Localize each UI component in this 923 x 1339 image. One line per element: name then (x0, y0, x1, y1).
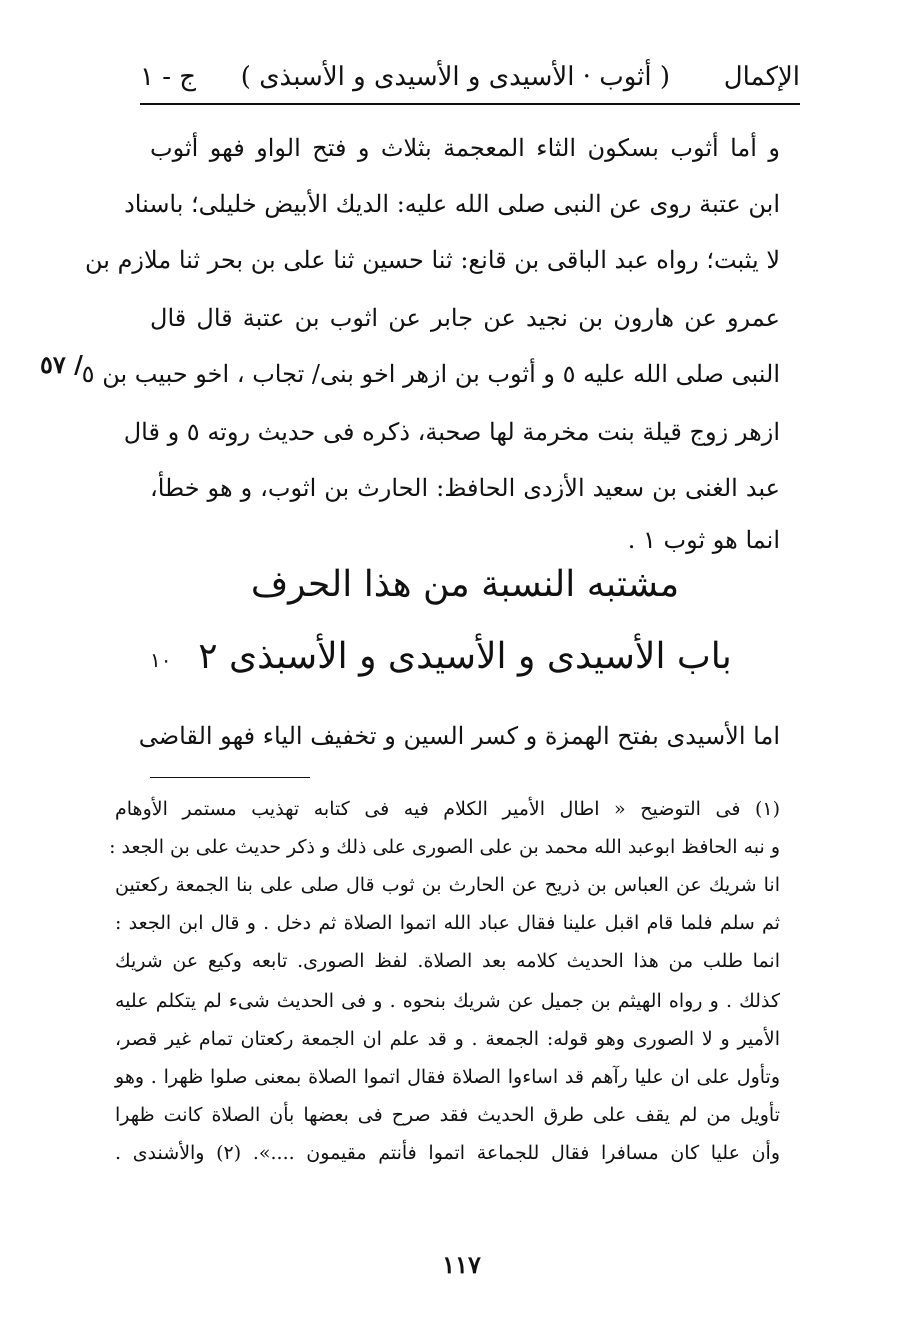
footnote-line: كذلك . و رواه الهيثم بن جميل عن شريك بنحوه . و فى الحديث شىء لم يتكلم عليه (115, 990, 780, 1012)
body-line: لا يثبت؛ رواه عبد الباقى بن قانع: ثنا حسين ثنا على بن بحر ثنا ملازم بن (84, 246, 780, 274)
body-line: النبى صلى الله عليه ٥ و أثوب بن ازهر اخو بنى/ تجاب ، اخو حبيب بن ٥ (81, 360, 780, 388)
body-line: ابن عتبة روى عن النبى صلى الله عليه: الديك الأبيض خليلى؛ باسناد (124, 190, 780, 218)
footnote-line: ثم سلم فلما قام اقبل علينا فقال عباد الله اتموا الصلاة ثم دخل . و قال ابن الجعد : (115, 912, 780, 934)
footnote-line: وأن عليا كان مسافرا فقال للجماعة اتموا فأنتم مقيمون ....». (٢) والأشندى . (115, 1142, 780, 1164)
header-volume: ج - ١ (140, 62, 197, 92)
margin-line-number: ١٠ (150, 648, 172, 672)
running-header (140, 58, 800, 98)
section-subtitle: باب الأسيدى و الأسيدى و الأسبذى ٢ (198, 636, 732, 677)
footnote-line: الأمير و لا الصورى وهو قوله: الجمعة . و قد علم ان الجمعة ركعتان تمام غير قصر، (115, 1028, 780, 1050)
footnote-line: (١) فى التوضيح « اطال الأمير الكلام فيه فى كتابه تهذيب مستمر الأوهام (115, 798, 780, 820)
body-line: و أما أثوب بسكون الثاء المعجمة بثلاث و فتح الواو فهو أثوب (150, 134, 780, 162)
header-chapter-title: ( أثوب · الأسيدى و الأسيدى و الأسبذى ) (240, 62, 670, 92)
body-line: ازهر زوج قيلة بنت مخرمة لها صحبة، ذكره فى حديث روته ٥ و قال (123, 418, 780, 446)
footnote-line: تأويل من لم يقف على طرق الحديث فقد صرح فى بعضها بأن الصلاة كانت ظهرا (115, 1104, 780, 1126)
header-book-title: الإكمال (723, 62, 800, 92)
footnote-line: و نبه الحافظ ابوعبد الله محمد بن على الصورى على ذلك و ذكر حديث على بن الجعد : (109, 836, 780, 858)
footnote-line: انا شريك عن العباس بن ذريح عن الحارث بن ثوب قال صلى على بنا الجمعة ركعتين (115, 874, 780, 896)
section-title: مشتبه النسبة من هذا الحرف (250, 564, 680, 605)
margin-page-reference: / ٥٧ (40, 350, 83, 379)
footnote-line: وتأول على ان عليا رآهم قد اساءوا الصلاة فقال اتموا الصلاة بمعنى صلوا ظهرا . وهو (115, 1066, 780, 1088)
footnote-line: انما طلب من هذا الحديث كلامه بعد الصلاة. لفظ الصورى. تابعه وكيع عن شريك (115, 950, 780, 972)
footnote-rule (150, 777, 310, 778)
body-line: انما هو ثوب ١ . (627, 526, 780, 554)
body-line: عبد الغنى بن سعيد الأزدى الحافظ: الحارث بن اثوب، و هو خطأ، (150, 474, 780, 502)
page-number: ١١٧ (442, 1250, 481, 1279)
section-intro-line: اما الأسيدى بفتح الهمزة و كسر السين و تخفيف الياء فهو القاضى (138, 722, 780, 750)
header-rule (140, 103, 800, 105)
body-line: عمرو عن هارون بن نجيد عن جابر عن اثوب بن عتبة قال قال (150, 304, 780, 332)
